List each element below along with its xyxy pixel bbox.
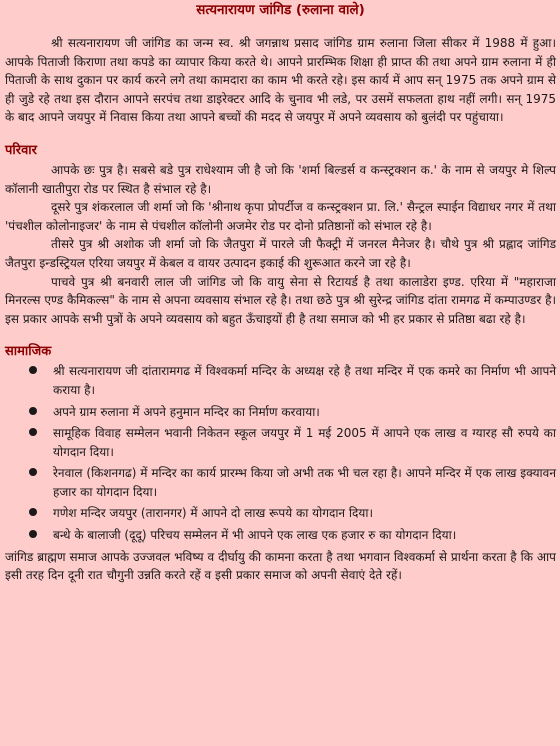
spacer: [5, 20, 556, 34]
bullet-icon: [29, 468, 37, 476]
list-item: [5, 526, 556, 545]
list-item-text: बन्धे के बालाजी (दूदू) परिचय सम्मेलन में भी आपने एक लाख एक हजार रु का योगदान दिया।: [53, 528, 457, 543]
list-item-text: रेनवाल (किशनगढ) में मन्दिर का कार्य प्रारम्भ किया जो अभी तक भी चल रहा है। आपने मन्दिर में एक लाख इक्यावन हजार का योगदान दिया।: [53, 466, 556, 499]
intro-paragraph: श्री सत्यनारायण जी जांगिड का जन्म स्व. श्री जगन्नाथ प्रसाद जांगिड ग्राम रुलाना जिला सीकर में 1988 में हुआ। आपके पिताजी किराणा तथा कपडे का व्यापार किया करते थे। आपने प्रारम्भिक शिक्षा ही प्राप्त की तथा अपने ग्राम रुलाना में ही पिताजी के साथ दुकान पर कार्य करने लगे तथा कामदारा का काम भी करते रहे। इस कार्य में आप सन् 1975 तक अपने ग्राम से ही जुडे रहे तथा इस दौरान आपने सरपंच तथा डाइरेक्टर आदि के चुनाव भी लडे, पर उसमें सफलता हाथ नहीं लगी। सन् 1975 के बाद आपने जयपुर में निवास किया तथा आपने बच्चों की मदद से जयपुर में अपने व्यवसाय को बुलंदी पर पहुंचाया।: [5, 36, 556, 125]
list-item-text: गणेश मन्दिर जयपुर (तारानगर) में आपने दो लाख रूपये का योगदान दिया।: [53, 506, 374, 521]
bullet-icon: [29, 508, 37, 516]
closing-paragraph: जांगिड ब्राह्मण समाज आपके उज्जवल भविष्य व दीर्घायु की कामना करता है तथा भगवान विश्वकर्मा से प्रार्थना करता है कि आप इसी तरह दिन दूनी रात चौगुनी उन्नति करते रहें व इसी प्रकार समाज को अपनी सेवाएं देते रहें।: [5, 549, 556, 583]
list-item: [5, 403, 556, 422]
family-paragraph: दूसरे पुत्र शंकरलाल जी शर्मा जो कि 'श्रीनाथ कृपा प्रोपर्टीज व कन्स्ट्रक्शन प्रा. लि.' सैन्ट्रल स्पाईन विद्याधर नगर में तथा 'पंचशील कोलोनाइजर' के नाम से पंचशील कॉलोनी अजमेर रोड पर दोनो प्रतिष्ठानों को संभाल रहे है।: [5, 200, 556, 233]
spacer: [5, 328, 556, 342]
list-item: [5, 464, 556, 501]
list-item-text: श्री सत्यनारायण जी दांतारामगढ में विश्वकर्मा मन्दिर के अध्यक्ष रहे है तथा मन्दिर में एक कमरे का निर्माण भी आपने कराया है।: [53, 364, 556, 397]
family-paragraph: तीसरे पुत्र श्री अशोक जी शर्मा जो कि जैतपुरा में पारले जी फैक्ट्री में जनरल मैनेजर है। चौथे पुत्र श्री प्रह्लाद जांगिड जैतपुरा इन्डस्ट्रियल एरिया जयपुर में केबल व वायर उत्पादन इकाई की शुरूआत करने जा रहे है।: [5, 237, 556, 270]
social-list: [5, 362, 556, 544]
bullet-icon: [29, 407, 37, 415]
social-heading: सामाजिक: [5, 344, 52, 360]
spacer: [5, 127, 556, 141]
family-paragraph: आपके छः पुत्र है। सबसे बडे पुत्र राधेश्याम जी है जो कि 'शर्मा बिल्डर्स व कन्स्ट्रक्शन क.' के नाम से जयपुर मे शिल्प कॉलानी खातीपुरा रोड पर स्थित है संभाल रहे है।: [5, 162, 556, 196]
list-item-text: अपने ग्राम रुलाना में अपने हनुमान मन्दिर का निर्माण करवाया।: [53, 404, 320, 419]
bullet-icon: [29, 428, 37, 436]
list-item-text: सामूहिक विवाह सम्मेलन भवानी निकेतन स्कूल जयपुर में 1 मई 2005 में आपने एक लाख व ग्यारह सौ रुपये का योगदान दिया।: [53, 426, 556, 459]
page-title: सत्यनारायण जांगिड (रुलाना वाले): [196, 2, 365, 18]
bullet-icon: [29, 366, 37, 374]
list-item: [5, 424, 556, 461]
family-paragraph: पाचवे पुत्र श्री बनवारी लाल जी जांगिड जो कि वायु सेना से रिटायर्ड है तथा कालाडेरा इण्ड. एरिया में "महाराजा मिनरल्स एण्ड कैमिकल्स" के नाम से अपना व्यवसाय संभाल रहे है। तथा छठे पुत्र श्री सुरेन्द्र जांगिड दांता रामगढ में कम्पाउण्डर है। इस प्रकार आपके सभी पुत्रों के अपने व्यवसाय को बहुत ऊँचाइयों ही है तथा समाज को भी हर प्रकार से प्रतिष्ठा बढा रहे है।: [5, 274, 556, 326]
list-item: [5, 362, 556, 399]
list-item: [5, 504, 556, 523]
family-heading: परिवार: [5, 142, 37, 158]
bullet-icon: [29, 530, 37, 538]
